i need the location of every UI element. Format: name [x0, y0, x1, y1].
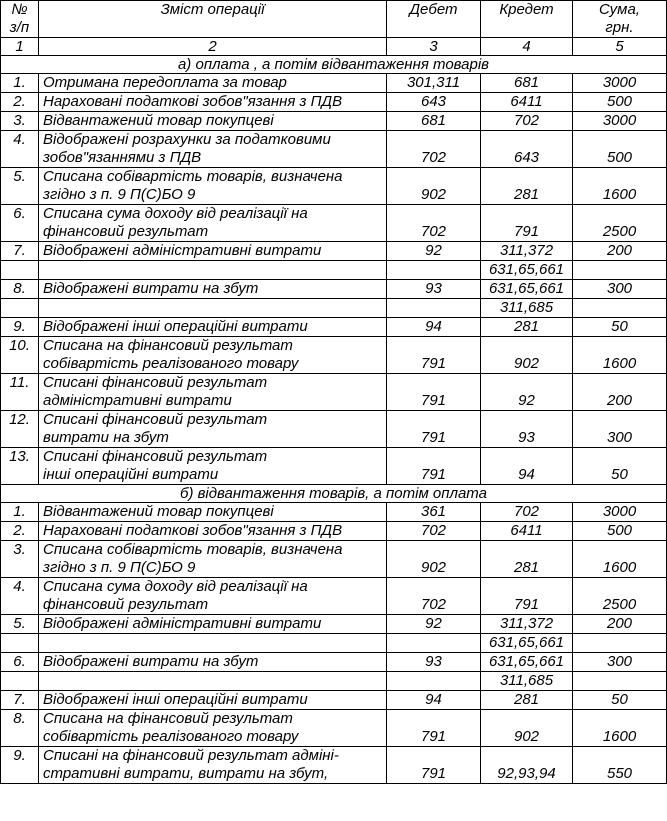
row-credit: 681 [481, 74, 573, 93]
section-title: б) відвантаження товарів, а потім оплата [1, 485, 667, 503]
row-sum: 300 [573, 411, 667, 448]
description-line: Відвантажений товар покупцеві [43, 112, 274, 129]
row-sum: 200 [573, 374, 667, 411]
row-debit: 93 [387, 280, 481, 299]
table-row [1, 578, 667, 615]
header-row [1, 1, 667, 38]
row-debit: 902 [387, 168, 481, 205]
empty-cell [387, 634, 481, 653]
row-description [39, 578, 387, 615]
row-sum: 500 [573, 131, 667, 168]
section-title-row [1, 56, 667, 74]
row-sum: 50 [573, 691, 667, 710]
row-debit: 791 [387, 710, 481, 747]
description-line: Відображені інші операційні витрати [43, 318, 308, 335]
empty-cell [573, 261, 667, 280]
table-row [1, 541, 667, 578]
empty-cell [39, 672, 387, 691]
row-credit: 281 [481, 541, 573, 578]
header-no: № з/п [1, 1, 39, 38]
row-number: 11. [1, 374, 39, 411]
description-line: собівартість реалізованого товару [43, 728, 299, 745]
description-line: фінансовий результат [43, 223, 209, 240]
row-description [39, 93, 387, 112]
row-number: 4. [1, 131, 39, 168]
table-row [1, 522, 667, 541]
empty-cell [1, 261, 39, 280]
description-line: Списана собівартість товарів, визначена [43, 168, 343, 185]
row-debit: 791 [387, 374, 481, 411]
index-cell: 2 [39, 38, 387, 56]
row-sum: 550 [573, 747, 667, 784]
table-row [1, 242, 667, 261]
table-row [1, 93, 667, 112]
empty-cell [1, 634, 39, 653]
description-line: Списані фінансовий результат [43, 448, 268, 465]
index-cell: 1 [1, 38, 39, 56]
empty-cell [39, 634, 387, 653]
row-debit: 361 [387, 503, 481, 522]
row-credit: 6411 [481, 522, 573, 541]
row-credit: 92,93,94 [481, 747, 573, 784]
row-credit: 93 [481, 411, 573, 448]
row-sum: 1600 [573, 337, 667, 374]
row-credit: 902 [481, 337, 573, 374]
row-debit: 702 [387, 578, 481, 615]
row-credit: 631,65,661 [481, 280, 573, 299]
row-number: 13. [1, 448, 39, 485]
row-number: 4. [1, 578, 39, 615]
table-row [1, 112, 667, 131]
row-sum: 3000 [573, 74, 667, 93]
description-line: Списана на фінансовий результат [43, 337, 293, 354]
row-number: 8. [1, 710, 39, 747]
row-credit: 311,685 [481, 672, 573, 691]
row-credit: 311,685 [481, 299, 573, 318]
row-credit: 311,372 [481, 615, 573, 634]
table-row-continuation [1, 634, 667, 653]
section-title-row [1, 485, 667, 503]
description-line: витрати на збут [43, 429, 169, 446]
table-row [1, 503, 667, 522]
description-line: Списані на фінансовий результат адміні- [43, 747, 339, 764]
row-credit: 281 [481, 691, 573, 710]
empty-cell [573, 634, 667, 653]
row-debit: 301,311 [387, 74, 481, 93]
row-sum: 2500 [573, 205, 667, 242]
row-number: 7. [1, 242, 39, 261]
row-debit: 702 [387, 522, 481, 541]
row-number: 5. [1, 168, 39, 205]
description-line: Відображені інші операційні витрати [43, 691, 308, 708]
empty-cell [573, 672, 667, 691]
table-row [1, 710, 667, 747]
description-line: Нараховані податкові зобов"язання з ПДВ [43, 522, 343, 539]
table-row [1, 653, 667, 672]
table-row [1, 318, 667, 337]
row-description [39, 411, 387, 448]
row-credit: 311,372 [481, 242, 573, 261]
description-line: згідно з п. 9 П(С)БО 9 [43, 186, 196, 203]
row-description [39, 318, 387, 337]
row-number: 9. [1, 747, 39, 784]
row-credit: 281 [481, 318, 573, 337]
row-sum: 50 [573, 448, 667, 485]
row-number: 3. [1, 541, 39, 578]
row-debit: 681 [387, 112, 481, 131]
empty-cell [39, 261, 387, 280]
row-number: 6. [1, 653, 39, 672]
description-line: Списана собівартість товарів, визначена [43, 541, 343, 558]
empty-cell [387, 261, 481, 280]
row-number: 3. [1, 112, 39, 131]
description-line: Відвантажений товар покупцеві [43, 503, 274, 520]
empty-cell [39, 299, 387, 318]
row-description [39, 522, 387, 541]
table-row [1, 337, 667, 374]
row-description [39, 710, 387, 747]
description-line: адміністративні витрати [43, 392, 232, 409]
row-description [39, 374, 387, 411]
row-credit: 702 [481, 503, 573, 522]
header-sum: Сума, грн. [573, 1, 667, 38]
table-row-continuation [1, 672, 667, 691]
row-debit: 93 [387, 653, 481, 672]
row-description [39, 205, 387, 242]
row-number: 7. [1, 691, 39, 710]
empty-cell [1, 672, 39, 691]
row-description [39, 691, 387, 710]
table-row [1, 131, 667, 168]
table-row [1, 615, 667, 634]
row-sum: 3000 [573, 112, 667, 131]
row-debit: 702 [387, 131, 481, 168]
row-debit: 92 [387, 242, 481, 261]
row-description: Відображені адміністративні витрати [39, 615, 387, 634]
row-sum: 50 [573, 318, 667, 337]
table-row [1, 280, 667, 299]
row-number: 1. [1, 503, 39, 522]
description-line: Відображені розрахунки за податковими [43, 131, 331, 148]
header-debit: Дебет [387, 1, 481, 38]
row-description [39, 747, 387, 784]
row-sum: 2500 [573, 578, 667, 615]
row-debit: 92 [387, 615, 481, 634]
empty-cell [573, 299, 667, 318]
row-debit: 643 [387, 93, 481, 112]
row-description: Відображені витрати на збут [39, 653, 387, 672]
description-line: стративні витрати, витрати на збут, [43, 765, 329, 782]
empty-cell [387, 299, 481, 318]
row-credit: 643 [481, 131, 573, 168]
row-sum: 3000 [573, 503, 667, 522]
row-number: 9. [1, 318, 39, 337]
description-line: Списані фінансовий результат [43, 374, 268, 391]
row-description [39, 448, 387, 485]
table-row [1, 411, 667, 448]
row-credit: 791 [481, 578, 573, 615]
table-row-continuation [1, 299, 667, 318]
description-line: фінансовий результат [43, 596, 209, 613]
row-credit: 6411 [481, 93, 573, 112]
table-row [1, 374, 667, 411]
row-number: 1. [1, 74, 39, 93]
description-line: Списана сума доходу від реалізації на [43, 578, 308, 595]
row-credit: 631,65,661 [481, 653, 573, 672]
row-number: 10. [1, 337, 39, 374]
table-row [1, 74, 667, 93]
description-line: інші операційні витрати [43, 466, 219, 483]
row-description [39, 337, 387, 374]
row-debit: 791 [387, 337, 481, 374]
row-number: 2. [1, 93, 39, 112]
description-line: зобов"язаннями з ПДВ [43, 149, 202, 166]
row-credit: 94 [481, 448, 573, 485]
row-number: 6. [1, 205, 39, 242]
description-line: Отримана передоплата за товар [43, 74, 287, 91]
row-number: 2. [1, 522, 39, 541]
description-line: Списані фінансовий результат [43, 411, 268, 428]
row-sum: 1600 [573, 541, 667, 578]
table-row [1, 448, 667, 485]
row-sum: 1600 [573, 710, 667, 747]
index-row [1, 38, 667, 56]
row-description: Відображені витрати на збут [39, 280, 387, 299]
row-credit: 281 [481, 168, 573, 205]
row-description [39, 503, 387, 522]
table-row [1, 168, 667, 205]
empty-cell [387, 672, 481, 691]
row-credit: 631,65,661 [481, 261, 573, 280]
row-credit: 631,65,661 [481, 634, 573, 653]
table-row [1, 747, 667, 784]
header-content: Зміст операції [39, 1, 387, 38]
row-description [39, 541, 387, 578]
row-description [39, 74, 387, 93]
row-debit: 94 [387, 691, 481, 710]
description-line: Нараховані податкові зобов"язання з ПДВ [43, 93, 343, 110]
index-cell: 5 [573, 38, 667, 56]
row-debit: 702 [387, 205, 481, 242]
row-credit: 791 [481, 205, 573, 242]
table-row [1, 205, 667, 242]
table-row-continuation [1, 261, 667, 280]
row-description [39, 168, 387, 205]
row-number: 5. [1, 615, 39, 634]
row-sum: 500 [573, 522, 667, 541]
row-debit: 791 [387, 747, 481, 784]
row-sum: 200 [573, 242, 667, 261]
row-sum: 1600 [573, 168, 667, 205]
row-description [39, 112, 387, 131]
row-credit: 902 [481, 710, 573, 747]
row-number: 12. [1, 411, 39, 448]
description-line: Списана сума доходу від реалізації на [43, 205, 308, 222]
row-sum: 300 [573, 653, 667, 672]
row-credit: 702 [481, 112, 573, 131]
row-sum: 300 [573, 280, 667, 299]
index-cell: 3 [387, 38, 481, 56]
empty-cell [1, 299, 39, 318]
row-description [39, 131, 387, 168]
row-debit: 94 [387, 318, 481, 337]
row-sum: 200 [573, 615, 667, 634]
description-line: собівартість реалізованого товару [43, 355, 299, 372]
description-line: Списана на фінансовий результат [43, 710, 293, 727]
index-cell: 4 [481, 38, 573, 56]
header-credit: Кредет [481, 1, 573, 38]
row-debit: 791 [387, 411, 481, 448]
table-row [1, 691, 667, 710]
row-sum: 500 [573, 93, 667, 112]
row-number: 8. [1, 280, 39, 299]
row-description: Відображені адміністративні витрати [39, 242, 387, 261]
row-debit: 791 [387, 448, 481, 485]
section-title: а) оплата , а потім відвантаження товарів [1, 56, 667, 74]
row-debit: 902 [387, 541, 481, 578]
row-credit: 92 [481, 374, 573, 411]
description-line: згідно з п. 9 П(С)БО 9 [43, 559, 196, 576]
